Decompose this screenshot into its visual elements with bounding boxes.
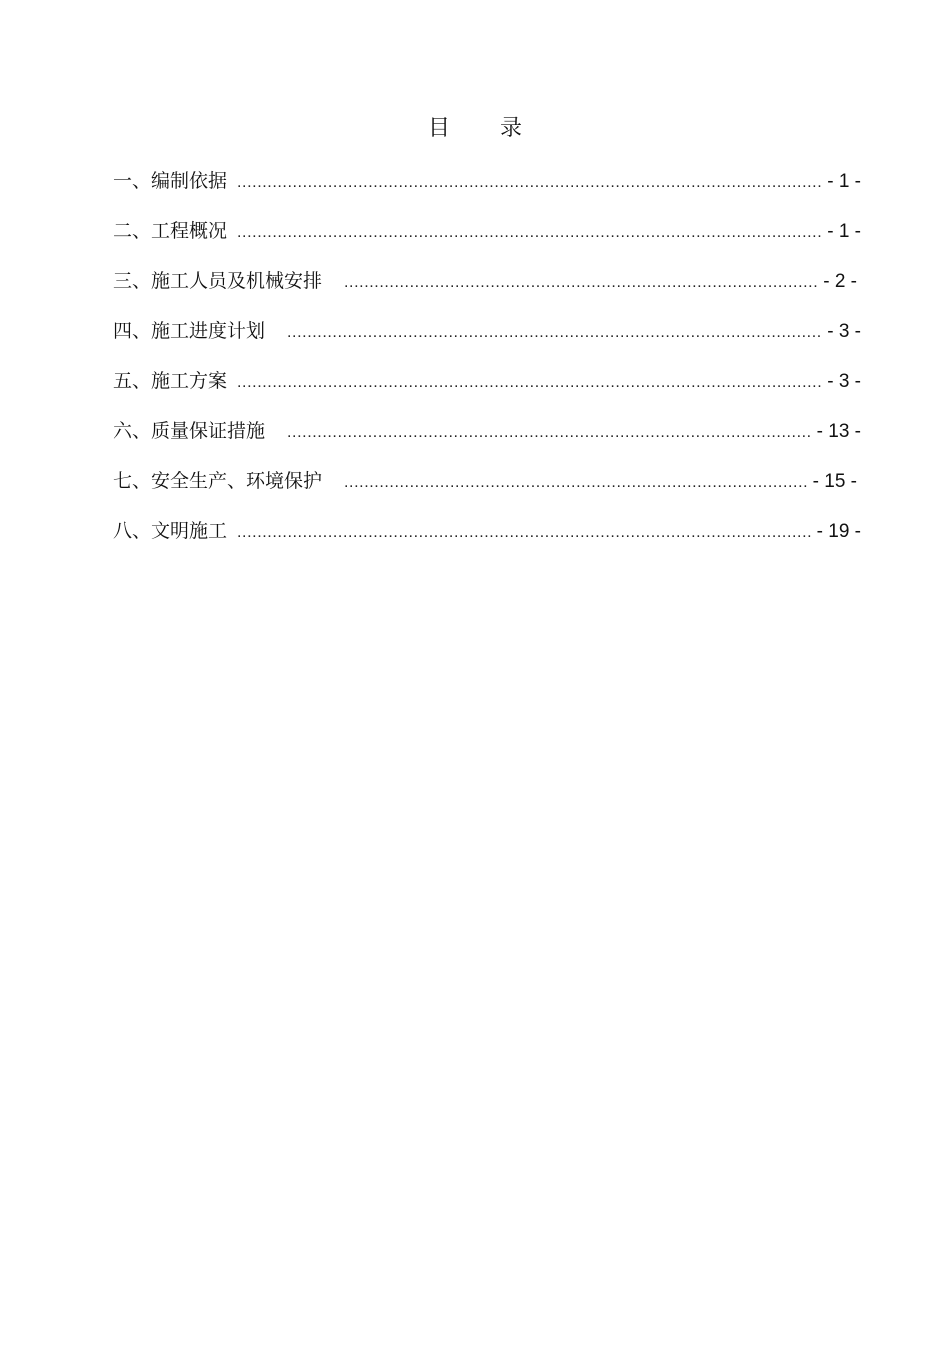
toc-dot-leader bbox=[344, 268, 817, 298]
toc-title-char-2: 录 bbox=[500, 116, 523, 141]
toc-entry-label: 五、施工方案 bbox=[113, 370, 228, 392]
toc-entry[interactable] bbox=[113, 166, 861, 216]
toc-entry-label: 一、编制依据 bbox=[113, 170, 228, 192]
toc-entry-label: 八、文明施工 bbox=[113, 520, 228, 542]
toc-entry[interactable] bbox=[113, 516, 861, 566]
toc-entry-page: - 1 - bbox=[827, 221, 861, 242]
toc-list bbox=[113, 166, 861, 566]
toc-dot-leader bbox=[344, 468, 807, 498]
toc-entry[interactable] bbox=[113, 366, 861, 416]
toc-entry-label: 三、施工人员及机械安排 bbox=[113, 270, 323, 292]
toc-dot-leader bbox=[287, 418, 811, 448]
toc-entry-page: - 13 - bbox=[816, 421, 861, 442]
toc-title-char-1: 目 bbox=[427, 116, 450, 141]
toc-entry[interactable] bbox=[113, 216, 861, 266]
toc-entry[interactable] bbox=[113, 266, 861, 316]
toc-dot-leader bbox=[237, 518, 811, 548]
toc-entry-page: - 15 - bbox=[812, 471, 857, 492]
toc-entry[interactable] bbox=[113, 466, 861, 516]
toc-entry-label: 七、安全生产、环境保护 bbox=[113, 470, 323, 492]
toc-dot-leader bbox=[237, 218, 821, 248]
toc-entry-label: 六、质量保证措施 bbox=[113, 420, 266, 442]
toc-entry[interactable] bbox=[113, 316, 861, 366]
toc-entry-label: 四、施工进度计划 bbox=[113, 320, 266, 342]
toc-entry-page: - 3 - bbox=[827, 371, 861, 392]
toc-title bbox=[0, 114, 950, 144]
toc-entry-page: - 19 - bbox=[816, 521, 861, 542]
toc-entry[interactable] bbox=[113, 416, 861, 466]
toc-entry-label: 二、工程概况 bbox=[113, 220, 228, 242]
toc-dot-leader bbox=[287, 318, 821, 348]
toc-entry-page: - 1 - bbox=[827, 171, 861, 192]
toc-entry-page: - 3 - bbox=[827, 321, 861, 342]
toc-dot-leader bbox=[237, 168, 821, 198]
toc-entry-page: - 2 - bbox=[823, 271, 857, 292]
toc-dot-leader bbox=[237, 368, 821, 398]
